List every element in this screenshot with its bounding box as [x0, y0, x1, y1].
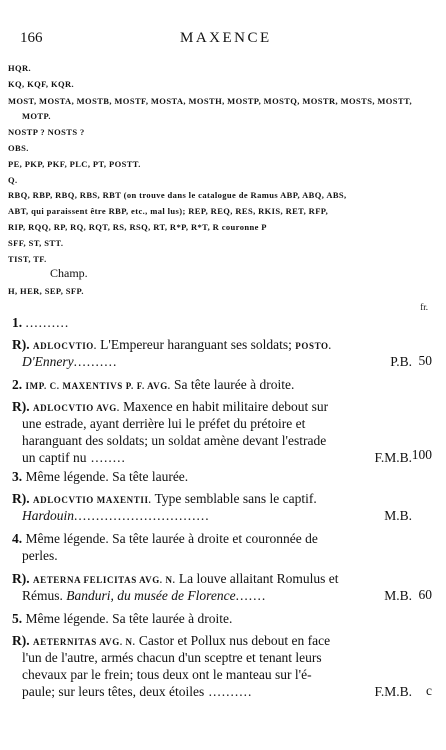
coin-legend: ADLOCVTIO.: [33, 341, 97, 351]
coin-legend: POSTO.: [295, 341, 332, 351]
entry-line: [12, 314, 412, 331]
entry-text: Même légende. Sa tête laurée à droite.: [25, 611, 233, 626]
coin-legend: ADLOCVTIO AVG.: [33, 403, 120, 413]
field-heading: Champ.: [50, 266, 88, 280]
collection-code: P.B.: [390, 354, 412, 369]
catalog-entry: [12, 632, 412, 700]
mint-line: KQ, KQF, KQR.: [8, 79, 75, 89]
entry-line: une estrade, ayant derrière lui le préfet du prétoire et: [22, 416, 306, 431]
entry-text: Rémus.: [22, 588, 63, 603]
entry-line: Rémus. Banduri, du musée de Florence....... M.B.: [22, 588, 412, 603]
entry-line: [12, 468, 412, 485]
entry-line: l'un de l'autre, armés chacun d'un sceptre et tenant leurs: [22, 650, 322, 665]
price: 60: [418, 587, 432, 602]
mint-line: OBS.: [8, 143, 29, 153]
entry-line: [12, 530, 412, 547]
mint-line: H, HER, SEP, SFP.: [8, 286, 84, 296]
entry-number: 4.: [12, 531, 23, 546]
entry-line: [12, 490, 412, 507]
reverse-marker: R).: [12, 337, 30, 352]
collection-code: F.M.B.: [374, 684, 412, 699]
entry-line: [12, 610, 412, 627]
mint-line: MOTP.: [22, 111, 51, 121]
reverse-marker: R).: [12, 399, 30, 414]
catalog-entry: [12, 468, 412, 485]
entry-line: [12, 336, 412, 353]
entry-text: Même légende. Sa tête laurée à droite et couronnée de: [25, 531, 318, 546]
mint-line: TIST, TF.: [8, 254, 47, 264]
mint-line: HQR.: [8, 63, 32, 73]
entry-line: [12, 632, 412, 649]
catalog-entry: [12, 336, 412, 370]
mint-line: SFF, ST, STT.: [8, 238, 64, 248]
reverse-marker: R).: [12, 491, 30, 506]
entry-text: Même légende. Sa tête laurée.: [25, 469, 189, 484]
catalog-entry: [12, 314, 412, 331]
mint-line: Q.: [8, 175, 18, 185]
entry-line: perles.: [22, 548, 58, 563]
reverse-marker: R).: [12, 571, 30, 586]
entry-line: D'Ennery.......... P.B.: [22, 354, 412, 369]
entry-line: [12, 398, 412, 415]
entry-number: 3.: [12, 469, 23, 484]
entry-text: ..........: [25, 315, 70, 330]
entry-text: paule; sur leurs têtes, deux étoiles: [22, 684, 205, 699]
mint-line: NOSTP ? NOSTS ?: [8, 127, 85, 137]
entry-text: L'Empereur haranguant ses soldats;: [100, 337, 292, 352]
catalog-entry: [12, 398, 412, 466]
entry-text: La louve allaitant Romulus et: [178, 571, 339, 586]
mint-line: RBQ, RBP, RBQ, RBS, RBT (on trouve dans le catalogue de Ramus ABP, ABQ, ABS,: [8, 190, 347, 200]
entry-text: Maxence en habit militaire debout sur: [123, 399, 329, 414]
catalog-entry: [12, 610, 412, 627]
entry-number: 2.: [12, 377, 23, 392]
price: 100: [411, 447, 432, 462]
entry-line: paule; sur leurs têtes, deux étoiles .......... F.M.B.: [22, 684, 412, 699]
entry-line: un captif nu ........ F.M.B.: [22, 450, 412, 465]
running-title: MAXENCE: [180, 30, 272, 46]
provenance: Banduri, du musée de Florence: [66, 588, 236, 603]
mint-line: RIP, RQQ, RP, RQ, RQT, RS, RSQ, RT, R*P, R*T, R couronne P: [8, 222, 267, 232]
entry-line: Hardouin............................... M.B.: [22, 508, 412, 523]
entry-line: [12, 570, 412, 587]
coin-legend: IMP. C. MAXENTIVS P. F. AVG.: [25, 381, 171, 391]
collection-code: F.M.B.: [374, 450, 412, 465]
mint-line: ABT, qui paraissent être RBP, etc., mal lus); REP, REQ, RES, RKIS, RET, RFP,: [8, 206, 329, 216]
catalog-entry: [12, 530, 412, 564]
entry-text: un captif nu: [22, 450, 87, 465]
entry-number: 1.: [12, 315, 23, 330]
coin-legend: ADLOCVTIO MAXENTII.: [33, 495, 152, 505]
mint-line: MOST, MOSTA, MOSTB, MOSTF, MOSTA, MOSTH, MOSTP, MOSTQ, MOSTR, MOSTS, MOSTT,: [8, 96, 412, 106]
mint-line: PE, PKP, PKF, PLC, PT, POSTT.: [8, 159, 141, 169]
page-header: [20, 30, 424, 50]
entry-line: haranguant des soldats; un soldat amène devant l'estrade: [22, 433, 327, 448]
collection-code: M.B.: [384, 588, 412, 603]
catalog-entry: [12, 376, 412, 393]
entry-line: [12, 376, 412, 393]
price: 50: [418, 353, 432, 368]
page-number: 166: [20, 30, 43, 46]
coin-legend: AETERNA FELICITAS AVG. N.: [33, 575, 176, 585]
entry-text: Sa tête laurée à droite.: [174, 377, 295, 392]
entry-number: 5.: [12, 611, 23, 626]
entry-line: chevaux par le frein; tous deux ont le manteau sur l'é-: [22, 667, 312, 682]
catalog-entry: [12, 570, 412, 604]
coin-legend: AETERNITAS AVG. N.: [33, 637, 136, 647]
price: c: [426, 683, 432, 698]
provenance: D'Ennery: [22, 354, 74, 369]
reverse-marker: R).: [12, 633, 30, 648]
entry-text: Type semblable sans le captif.: [154, 491, 317, 506]
entry-text: Castor et Pollux nus debout en face: [138, 633, 331, 648]
provenance: Hardouin: [22, 508, 75, 523]
collection-code: M.B.: [384, 508, 412, 523]
price-column-header: fr.: [420, 302, 428, 312]
catalog-entry: [12, 490, 412, 524]
